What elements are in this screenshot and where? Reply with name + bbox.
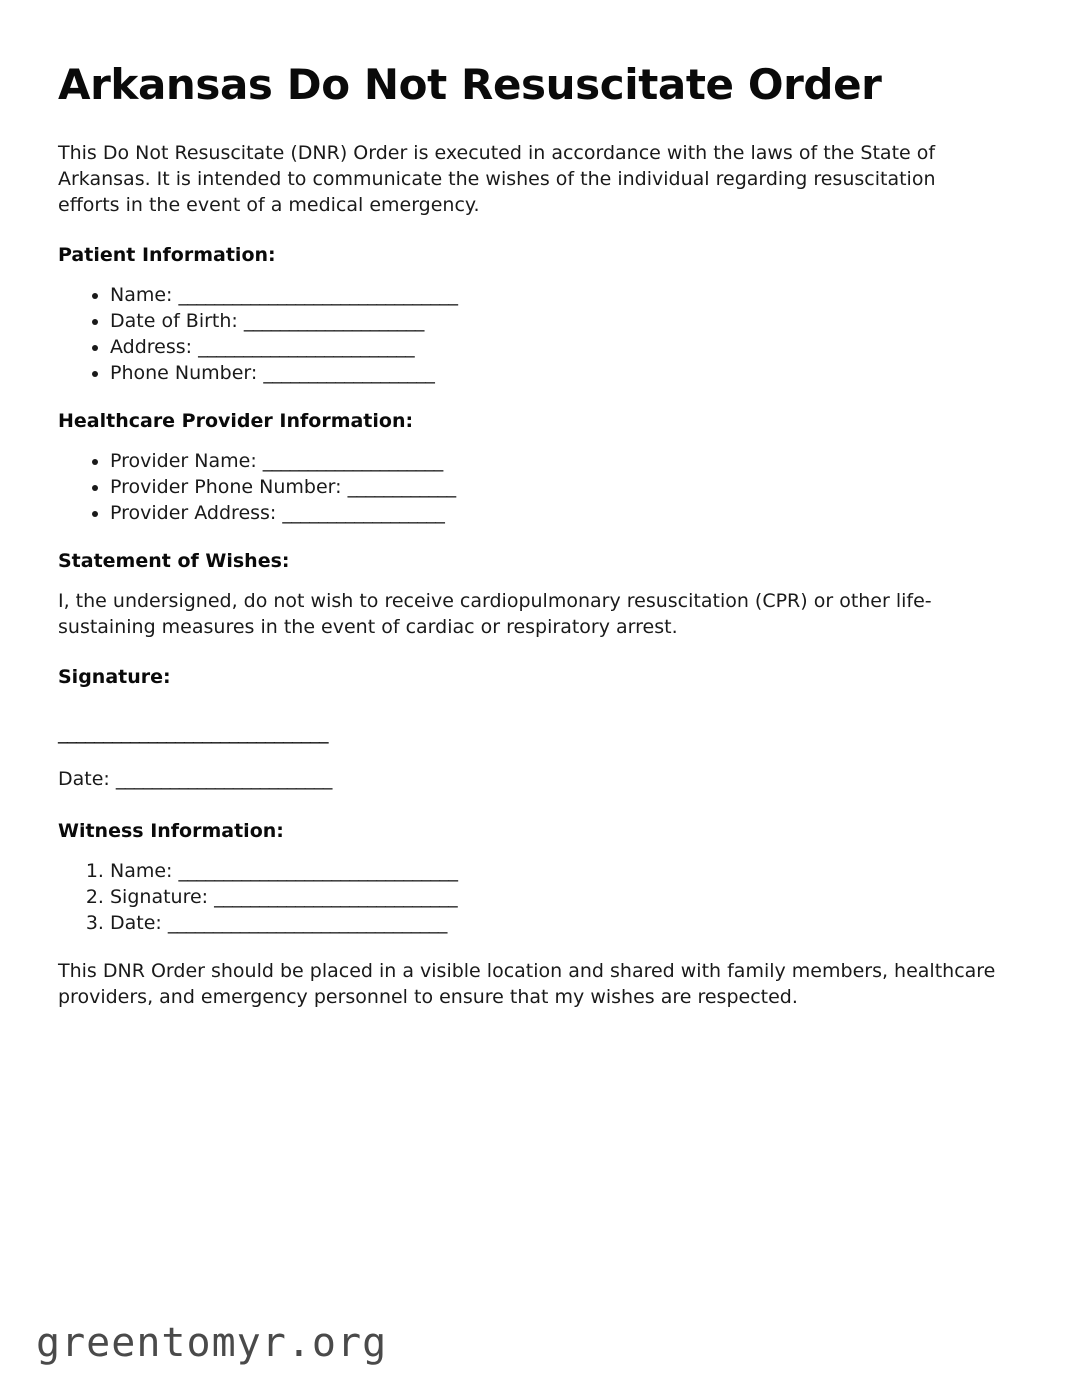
field-label: Name: [110,284,173,307]
intro-paragraph: This Do Not Resuscitate (DNR) Order is executed in accordance with the laws of the State of Arkansas. It is intended to communicate the wishes of the individual regarding resuscitation efforts in the event of a medical emergency. [58,142,936,217]
statement-of-wishes-text: I, the undersigned, do not wish to receive cardiopulmonary resuscitation (CPR) or other life-sustaining measures in the event of cardiac or respiratory arrest. [58,590,932,639]
list-item [110,910,997,936]
site-watermark: greentomyr.org [36,1320,388,1366]
closing-paragraph: This DNR Order should be placed in a visible location and shared with family members, healthcare providers, and emergency personnel to ensure that my wishes are respected. [58,960,996,1009]
witness-information-heading: Witness Information: [58,820,284,843]
field-blank[interactable]: ___________________________ [214,886,458,909]
field-blank[interactable]: ____________________ [243,310,424,333]
field-label: Phone Number: [110,362,258,385]
list-item [110,884,997,910]
signature-date-line [58,766,997,792]
field-blank[interactable]: _______________________________ [167,912,447,935]
field-blank[interactable]: ___________________ [263,362,435,385]
field-blank[interactable]: ________________________ [198,336,415,359]
signature-blank[interactable]: ______________________________ [58,722,328,745]
field-label: Provider Address: [110,502,277,525]
field-label: Provider Phone Number: [110,476,342,499]
list-item [110,282,997,308]
field-label: Signature: [110,886,209,909]
field-label: Address: [110,336,193,359]
signature-heading: Signature: [58,666,171,689]
statement-of-wishes-heading: Statement of Wishes: [58,550,290,573]
list-item [110,360,997,386]
field-label: Date of Birth: [110,310,238,333]
field-blank[interactable]: _______________________________ [178,860,458,883]
witness-information-list [58,858,997,936]
field-label: Date: [58,768,110,791]
field-blank[interactable]: _______________________________ [178,284,458,307]
provider-information-list [58,448,997,526]
field-blank[interactable]: ____________ [347,476,456,499]
page-title: Arkansas Do Not Resuscitate Order [58,60,882,109]
patient-information-heading: Patient Information: [58,244,276,267]
field-blank[interactable]: ____________________ [262,450,443,473]
field-blank[interactable]: __________________ [282,502,445,525]
list-item [110,334,997,360]
provider-information-heading: Healthcare Provider Information: [58,410,414,433]
field-label: Name: [110,860,173,883]
list-item [110,308,997,334]
patient-information-list [58,282,997,386]
list-item [110,448,997,474]
field-label: Date: [110,912,162,935]
field-blank[interactable]: ________________________ [115,768,332,791]
field-label: Provider Name: [110,450,257,473]
list-item [110,500,997,526]
list-item [110,858,997,884]
list-item [110,474,997,500]
